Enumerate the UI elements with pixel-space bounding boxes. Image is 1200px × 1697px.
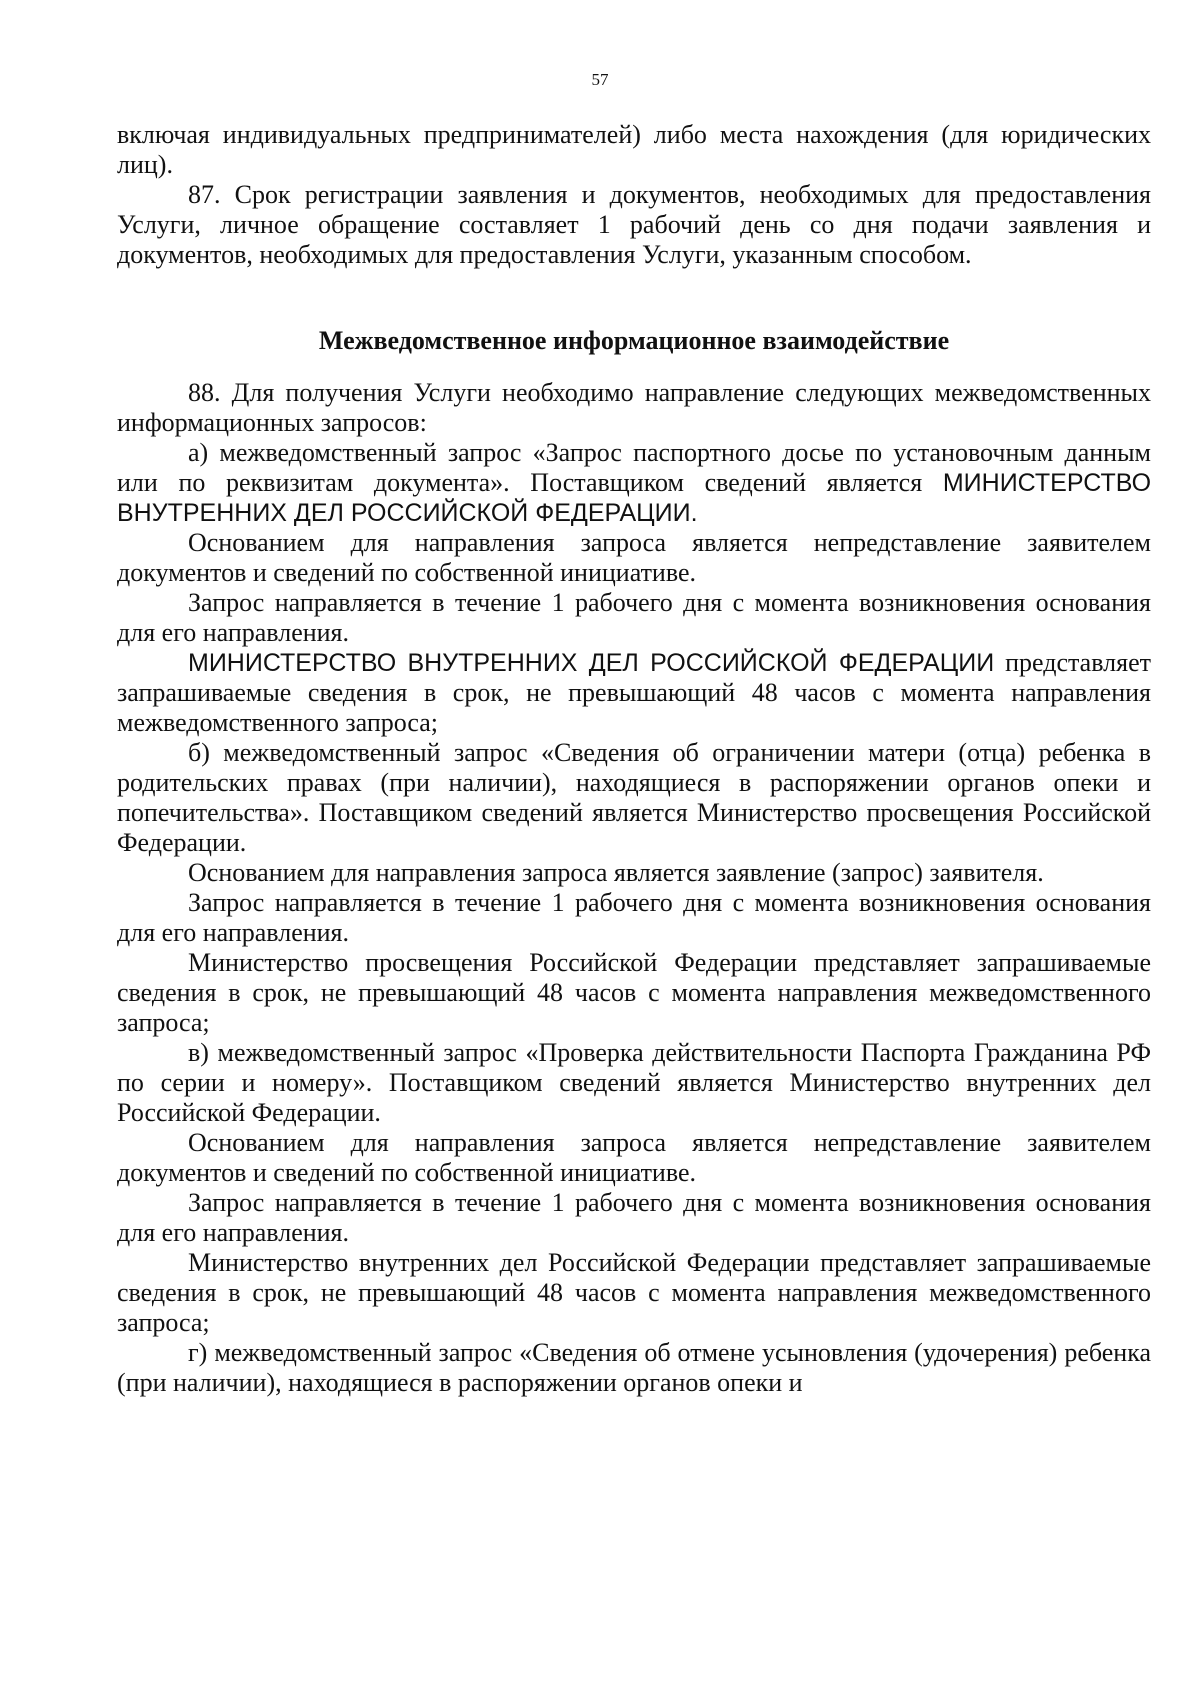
paragraph: Запрос направляется в течение 1 рабочего дня с момента возникновения основания для его направления. [117,588,1151,647]
page-number: 57 [591,70,609,89]
paragraph [117,648,1151,738]
paragraph: Основанием для направления запроса является непредставление заявителем документов и сведений по собственной инициативе. [117,528,1151,587]
paragraph: Запрос направляется в течение 1 рабочего дня с момента возникновения основания для его направления. [117,1188,1151,1247]
paragraph-item-b: б) межведомственный запрос «Сведения об ограничении матери (отца) ребенка в родительских правах (при наличии), находящиеся в распоряжении органов опеки и попечительства». Поставщиком сведений является Министерство просвещения Российской Федерации. [117,738,1151,857]
item-a-provider: МИНИСТЕРСТВО ВНУТРЕННИХ ДЕЛ РОССИЙСКОЙ ФЕДЕРАЦИИ. [117,469,1152,527]
paragraph-item-a [117,438,1151,528]
paragraph-item-g: г) межведомственный запрос «Сведения об отмене усыновления (удочерения) ребенка (при наличии), находящиеся в распоряжении органов опеки и [117,1338,1151,1397]
item-a-text: а) межведомственный запрос «Запрос паспортного досье по установочным данным или по реквизитам документа». Поставщиком сведений является [117,438,1151,497]
paragraph: Основанием для направления запроса является непредставление заявителем документов и сведений по собственной инициативе. [117,1128,1151,1187]
paragraph: Запрос направляется в течение 1 рабочего дня с момента возникновения основания для его направления. [117,888,1151,947]
paragraph-88: 88. Для получения Услуги необходимо направление следующих межведомственных информационных запросов: [117,378,1151,437]
paragraph: Министерство просвещения Российской Федерации представляет запрашиваемые сведения в срок, не превышающий 48 часов с момента направления межведомственного запроса; [117,948,1151,1037]
paragraph-item-v: в) межведомственный запрос «Проверка действительности Паспорта Гражданина РФ по серии и номеру». Поставщиком сведений является Министерство внутренних дел Российской Федерации. [117,1038,1151,1127]
provider-caps: МИНИСТЕРСТВО ВНУТРЕННИХ ДЕЛ РОССИЙСКОЙ ФЕДЕРАЦИИ [188,649,995,677]
paragraph-87: 87. Срок регистрации заявления и документов, необходимых для предоставления Услуги, личное обращение составляет 1 рабочий день со дня подачи заявления и документов, необходимых для предоставления Услуги, указанным способом. [117,180,1151,269]
section-heading: Межведомственное информационное взаимодействие [318,326,950,355]
paragraph: Министерство внутренних дел Российской Федерации представляет запрашиваемые сведения в срок, не превышающий 48 часов с момента направления межведомственного запроса; [117,1248,1151,1337]
document-body [117,120,1151,1398]
paragraph: включая индивидуальных предпринимателей) либо места нахождения (для юридических лиц). [117,120,1151,179]
provider-text: представляет запрашиваемые сведения в срок, не превышающий 48 часов с момента направления межведомственного запроса; [117,648,1151,737]
paragraph: Основанием для направления запроса является заявление (запрос) заявителя. [188,858,1044,887]
